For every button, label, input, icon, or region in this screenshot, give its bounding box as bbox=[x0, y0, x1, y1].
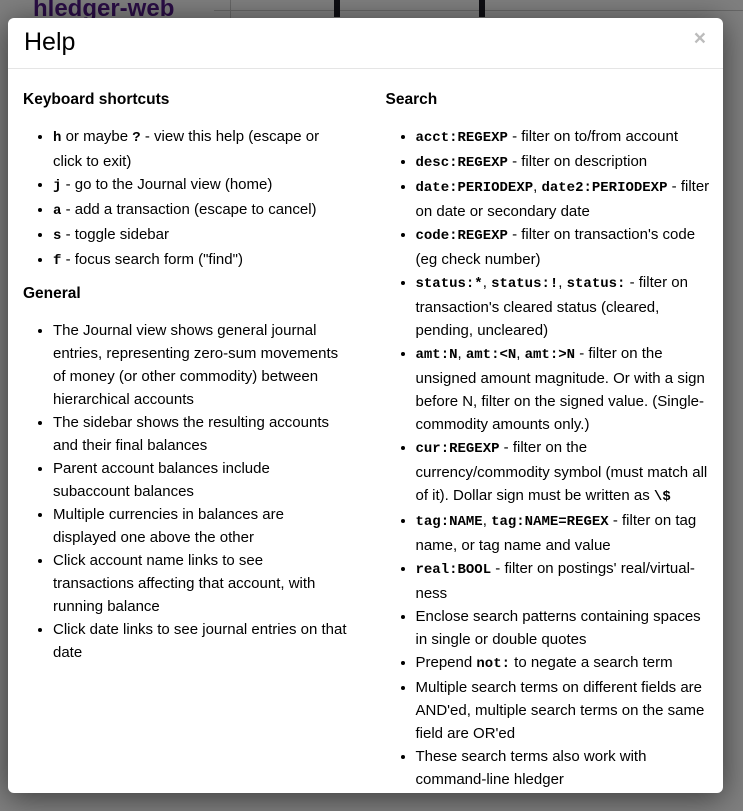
list-item: • status:*, status:!, status: - filter on transaction's cleared status (cleared, pending, uncleared) bbox=[416, 271, 712, 342]
list-item: • a - add a transaction (escape to cancel) bbox=[53, 198, 348, 223]
list-item: • These search terms also work with command-line hledger bbox=[416, 745, 712, 791]
list-item: • real:BOOL - filter on postings' real/virtual-ness bbox=[416, 557, 712, 605]
code-term: real:BOOL bbox=[415, 562, 492, 578]
code-term: date:PERIODEXP bbox=[415, 180, 534, 196]
code-term: acct:REGEXP bbox=[415, 130, 508, 146]
code-term: \$ bbox=[653, 489, 671, 505]
code-term: amt:>N bbox=[524, 347, 576, 363]
code-term: tag:NAME bbox=[415, 514, 483, 530]
code-term: status:! bbox=[491, 276, 559, 292]
code-term: code:REGEXP bbox=[415, 228, 508, 244]
list-item: • f - focus search form ("find") bbox=[53, 248, 348, 273]
code-term: status: bbox=[566, 276, 626, 292]
code-term: amt:<N bbox=[465, 347, 517, 363]
list-item: • h or maybe ? - view this help (escape or click to exit) bbox=[53, 125, 348, 173]
list-item: • j - go to the Journal view (home) bbox=[53, 173, 348, 198]
code-term: tag:NAME=REGEX bbox=[491, 514, 609, 530]
left-column bbox=[8, 91, 366, 793]
close-icon[interactable]: × bbox=[693, 27, 706, 50]
list-item: • Click account name links to see transactions affecting that account, with running balance bbox=[53, 549, 348, 618]
list-item: • The sidebar shows the resulting accounts and their final balances bbox=[53, 411, 348, 457]
list-item: • s - toggle sidebar bbox=[53, 223, 348, 248]
code-term: ? bbox=[132, 130, 141, 146]
code-term: a bbox=[53, 203, 62, 219]
list-item: • date:PERIODEXP, date2:PERIODEXP - filter on date or secondary date bbox=[416, 175, 712, 223]
code-term: status:* bbox=[415, 276, 483, 292]
list-item: • Click date links to see journal entries on that date bbox=[53, 618, 348, 664]
list-item: • Multiple currencies in balances are displayed one above the other bbox=[53, 503, 348, 549]
search-terms-list bbox=[386, 125, 712, 791]
code-term: h bbox=[53, 130, 62, 146]
code-term: cur:REGEXP bbox=[415, 441, 500, 457]
list-item: • Prepend not: to negate a search term bbox=[416, 651, 712, 676]
code-term: s bbox=[53, 228, 62, 244]
list-item: • cur:REGEXP - filter on the currency/commodity symbol (must match all of it). Dollar sign must be written as \$ bbox=[416, 436, 712, 509]
keyboard-shortcuts-list bbox=[23, 125, 348, 273]
list-item: • desc:REGEXP - filter on description bbox=[416, 150, 712, 175]
code-term: f bbox=[53, 253, 62, 269]
code-term: j bbox=[53, 178, 62, 194]
list-item: • Parent account balances include subaccount balances bbox=[53, 457, 348, 503]
list-item: • code:REGEXP - filter on transaction's code (eg check number) bbox=[416, 223, 712, 271]
list-item: • tag:NAME, tag:NAME=REGEX - filter on tag name, or tag name and value bbox=[416, 509, 712, 557]
right-column bbox=[366, 91, 724, 793]
code-term: date2:PERIODEXP bbox=[541, 180, 668, 196]
modal-body bbox=[8, 69, 723, 793]
modal-header bbox=[8, 18, 723, 69]
code-term: desc:REGEXP bbox=[415, 155, 508, 171]
section-heading-general: General bbox=[23, 285, 81, 302]
list-item: • Multiple search terms on different fields are AND'ed, multiple search terms on the same field are OR'ed bbox=[416, 676, 712, 745]
list-item: • Enclose search patterns containing spaces in single or double quotes bbox=[416, 605, 712, 651]
general-list bbox=[23, 319, 348, 664]
section-heading-keyboard-shortcuts: Keyboard shortcuts bbox=[23, 91, 170, 108]
modal-title: Help bbox=[24, 28, 76, 56]
list-item: • The Journal view shows general journal entries, representing zero-sum movements of money (or other commodity) between hierarchical accounts bbox=[53, 319, 348, 411]
list-item: • amt:N, amt:<N, amt:>N - filter on the unsigned amount magnitude. Or with a sign before N, filter on the signed value. (Single-commodity amounts only.) bbox=[416, 342, 712, 436]
help-modal bbox=[8, 18, 723, 793]
code-term: not: bbox=[476, 656, 510, 672]
section-heading-search: Search bbox=[385, 91, 438, 108]
code-term: amt:N bbox=[415, 347, 458, 363]
list-item: • acct:REGEXP - filter on to/from account bbox=[416, 125, 712, 150]
